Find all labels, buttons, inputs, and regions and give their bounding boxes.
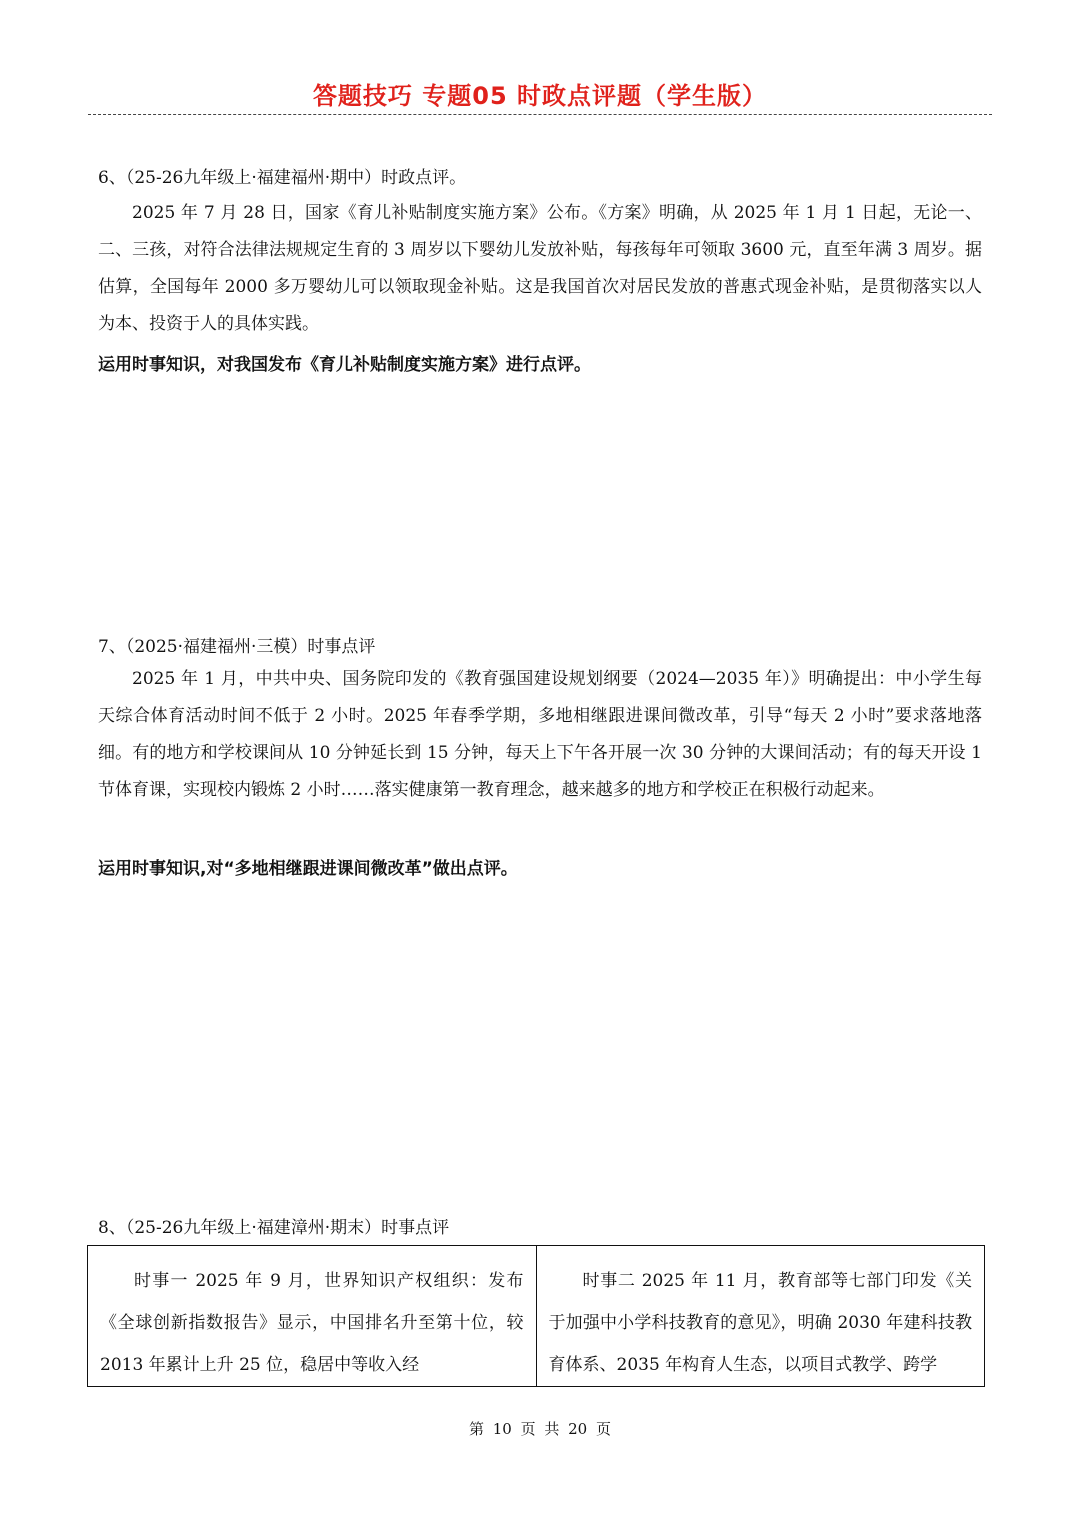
header-divider: [88, 114, 992, 115]
question-6-task: 运用时事知识，对我国发布《育儿补贴制度实施方案》进行点评。: [98, 355, 591, 375]
question-7-task: 运用时事知识,对“多地相继跟进课间微改革”做出点评。: [98, 859, 518, 879]
question-6-title: 6、（25-26九年级上·福建福州·期中）时政点评。: [98, 168, 467, 188]
question-7-title: 7、（2025·福建福州·三模）时事点评: [98, 637, 376, 657]
question-7-paragraph: 2025 年 1 月，中共中央、国务院印发的《教育强国建设规划纲要（2024—2035 年）》明确提出：中小学生每天综合体育活动时间不低于 2 小时。2025 年春季学期，多地相继跟进课间微改革，引导“每天 2 小时”要求落地落细。有的地方和学校课间从 10 分钟延长到 15 分钟，每天上下午各开展一次 30 分钟的大课间活动；有的每天开设 1 节体育课，实现校内锻炼 2 小时……落实健康第一教育理念，越来越多的地方和学校正在积极行动起来。: [98, 669, 982, 800]
table-cell-event-one: 时事一 2025 年 9 月，世界知识产权组织：发布《全球创新指数报告》显示，中国排名升至第十位，较 2013 年累计上升 25 位，稳居中等收入经: [100, 1271, 524, 1375]
table-cell-event-two: 时事二 2025 年 11 月，教育部等七部门印发《关于加强中小学科技教育的意见》，明确 2030 年建科技教育体系、2035 年构育人生态，以项目式教学、跨学: [536, 1246, 985, 1386]
question-8-title: 8、（25-26九年级上·福建漳州·期末）时事点评: [98, 1218, 450, 1238]
page-number: 第 10 页 共 20 页: [468, 1420, 611, 1438]
current-events-table: [87, 1245, 985, 1387]
question-6-paragraph: 2025 年 7 月 28 日，国家《育儿补贴制度实施方案》公布。《方案》明确，从 2025 年 1 月 1 日起，无论一、二、三孩，对符合法律法规规定生育的 3 周岁以下婴幼儿发放补贴，每孩每年可领取 3600 元，直至年满 3 周岁。据估算，全国每年 2000 多万婴幼儿可以领取现金补贴。这是我国首次对居民发放的普惠式现金补贴，是贯彻落实以人为本、投资于人的具体实践。: [98, 203, 982, 334]
page-header-title: 答题技巧 专题05 时政点评题（学生版）: [312, 82, 768, 110]
